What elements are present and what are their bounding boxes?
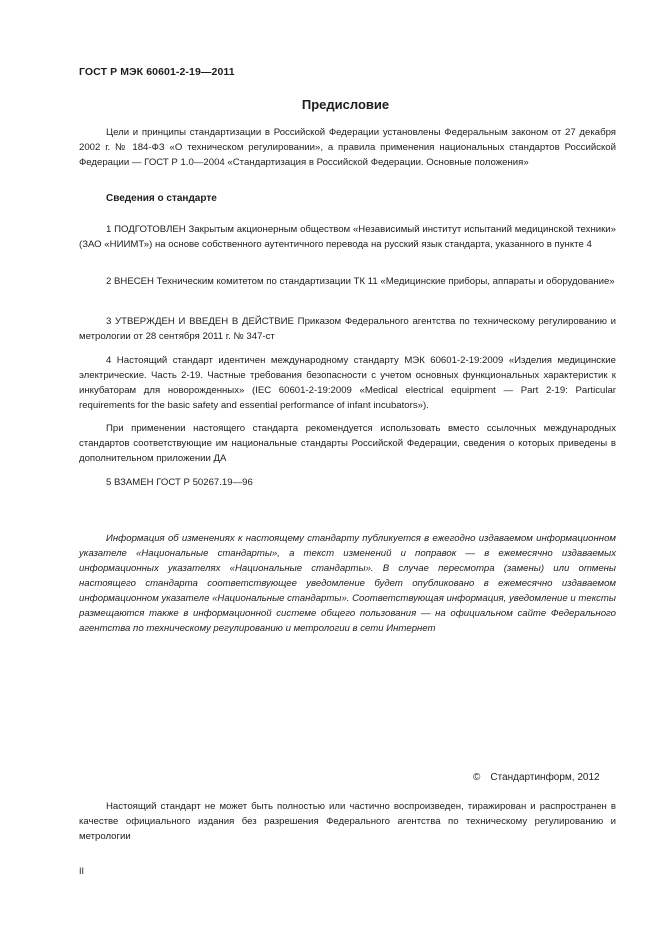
section-title: Сведения о стандарте bbox=[106, 193, 217, 204]
copyright-holder: Стандартинформ, 2012 bbox=[490, 772, 600, 783]
page-number: II bbox=[79, 866, 85, 876]
copyright-icon: © bbox=[473, 772, 481, 783]
page-title: Предисловие bbox=[301, 97, 390, 112]
standard-code-header: ГОСТ Р МЭК 60601-2-19—2011 bbox=[79, 66, 235, 78]
item-identical: 4 Настоящий стандарт идентичен международному стандарту МЭК 60601-2-19:2009 «Изделия медицинские электрические. Часть 2-19. Частные требования безопасности с учетом основных функциональных характеристик к инкубаторам для новорожденных» (IEC 60601-2-19:2009 «Medical electrical equipment — Part 2-19: Particular requirements for the basic safety and essential performance of infant incubators»). bbox=[79, 355, 616, 411]
intro-paragraph: Цели и принципы стандартизации в Российской Федерации установлены Федеральным законом от 27 декабря 2002 г. № 184-ФЗ «О техническом регулировании», а правила применения национальных стандартов Российской Федерации — ГОСТ Р 1.0—2004 «Стандартизация в Российской Федерации. Основные положения» bbox=[79, 127, 616, 168]
item-submitted: 2 ВНЕСЕН Техническим комитетом по стандартизации ТК 11 «Медицинские приборы, аппараты и оборудование» bbox=[106, 276, 615, 287]
item-approved: 3 УТВЕРЖДЕН И ВВЕДЕН В ДЕЙСТВИЕ Приказом Федерального агентства по техническому регулированию и метрологии от 28 сентября 2011 г. № 347-ст bbox=[79, 316, 616, 342]
item-replaces: 5 ВЗАМЕН ГОСТ Р 50267.19—96 bbox=[106, 477, 253, 488]
item-application-note: При применении настоящего стандарта рекомендуется использовать вместо ссылочных международных стандартов соответствующие им национальные стандарты Российской Федерации, сведения о которых приведены в дополнительном приложении ДА bbox=[79, 423, 616, 464]
reproduction-restriction: Настоящий стандарт не может быть полностью или частично воспроизведен, тиражирован и распространен в качестве официального издания без разрешения Федерального агентства по техническому регулированию и метрологии bbox=[79, 801, 616, 842]
item-prepared: 1 ПОДГОТОВЛЕН Закрытым акционерным обществом «Независимый институт испытаний медицинской техники» (ЗАО «НИИМТ») на основе собственного аутентичного перевода на русский язык стандарта, указанного в пункте 4 bbox=[79, 224, 616, 250]
changes-notice: Информация об изменениях к настоящему стандарту публикуется в ежегодно издаваемом информационном указателе «Национальные стандарты», а текст изменений и поправок — в ежемесячно издаваемых информационных указателях «Национальные стандарты». В случае пересмотра (замены) или отмены настоящего стандарта соответствующее уведомление будет опубликовано в ежемесячно издаваемом информационном указателе «Национальные стандарты». Соответствующая информация, уведомление и тексты размещаются также в информационной системе общего пользования — на официальном сайте Федерального агентства по техническому регулированию и метрологии в сети Интернет bbox=[79, 533, 616, 634]
copyright-line bbox=[473, 772, 600, 783]
